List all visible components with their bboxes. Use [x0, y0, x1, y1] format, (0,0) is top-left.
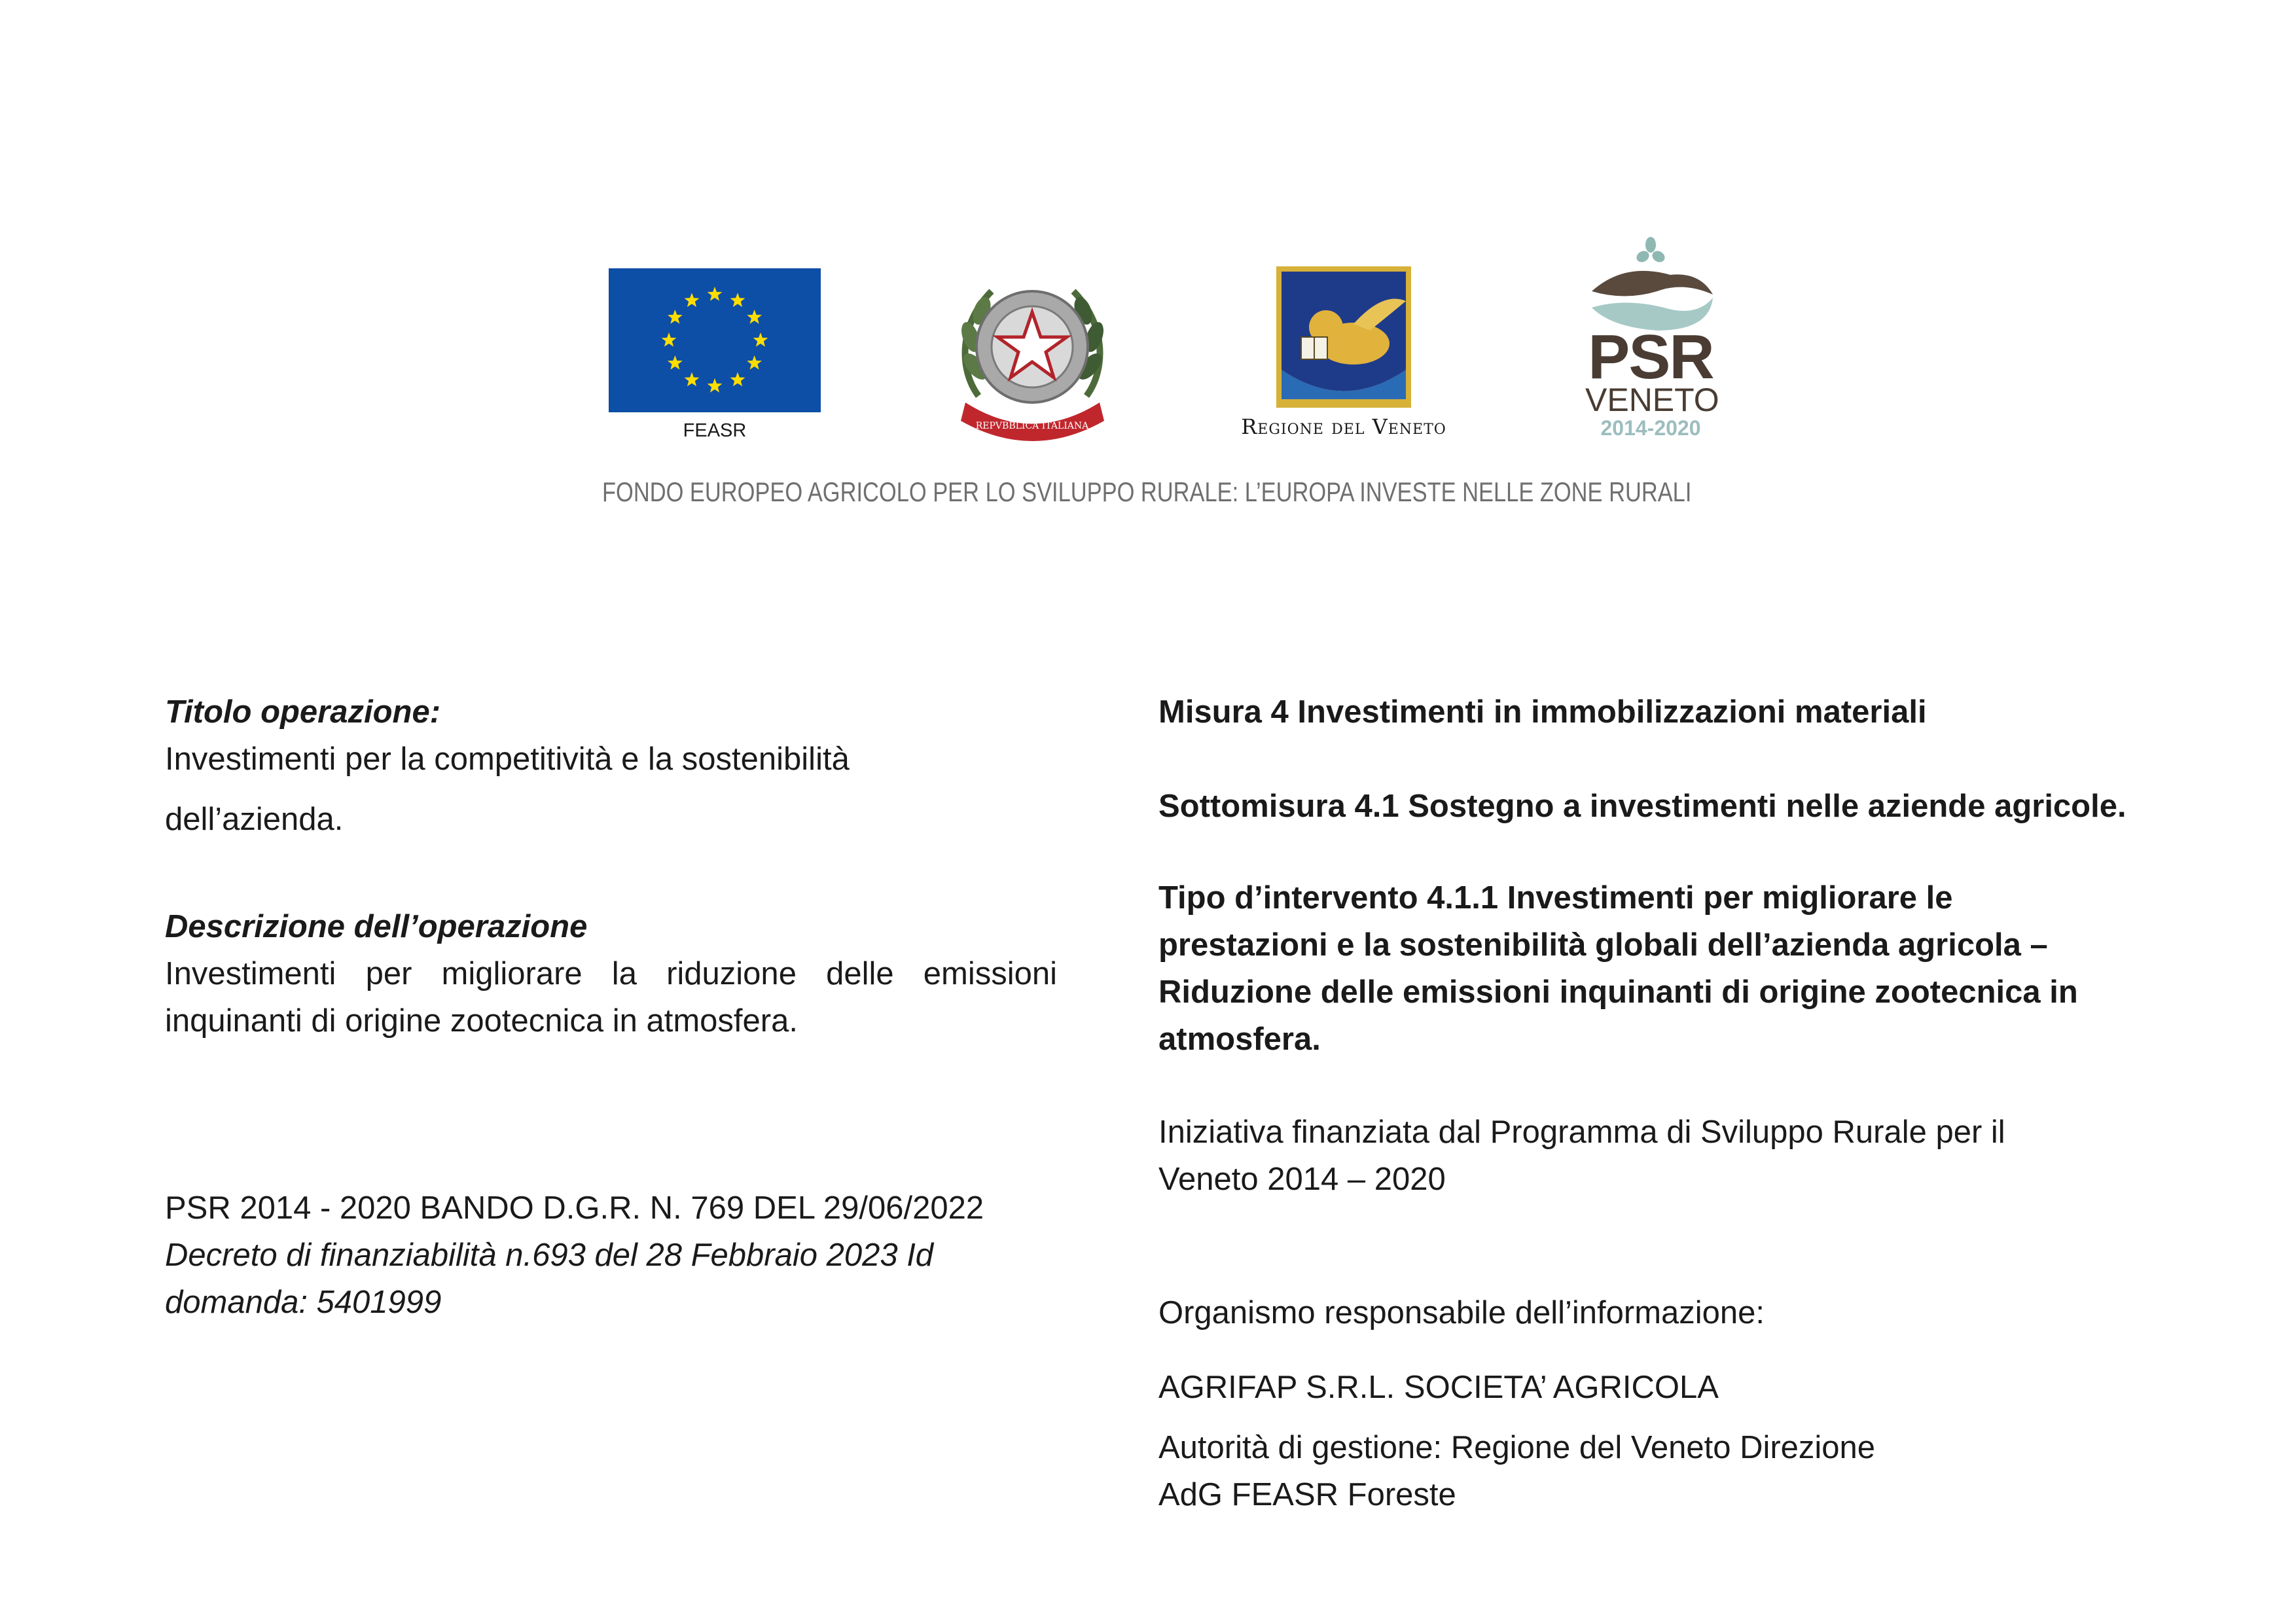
azienda-text: AGRIFAP S.R.L. SOCIETA’ AGRICOLA: [1158, 1370, 1719, 1405]
autorita-line-2: AdG FEASR Foreste: [1158, 1477, 1456, 1512]
fund-banner: FONDO EUROPEO AGRICOLO PER LO SVILUPPO RURALE: L’EUROPA INVESTE NELLE ZONE RURALI: [602, 476, 1692, 507]
veneto-region-logo: [1275, 265, 1412, 409]
iniziativa-line-2: Veneto 2014 – 2020: [1158, 1162, 1446, 1197]
sottomisura-text: Sottomisura 4.1 Sostegno a investimenti nelle aziende agricole.: [1158, 789, 2126, 824]
iniziativa-line-1: Iniziativa finanziata dal Programma di Sviluppo Rurale per il: [1158, 1115, 2005, 1150]
bando-text: PSR 2014 - 2020 BANDO D.G.R. N. 769 DEL 29/06/2022: [165, 1190, 984, 1226]
eu-star-icon: [668, 355, 683, 370]
titolo-heading: Titolo operazione:: [165, 694, 441, 730]
eu-star-icon: [685, 372, 700, 387]
eu-flag-logo: [609, 268, 821, 412]
misura-text: Misura 4 Investimenti in immobilizzazioni materiali: [1158, 694, 1927, 730]
descrizione-line-2: inquinanti di origine zootecnica in atmosfera.: [165, 1003, 798, 1039]
titolo-line-1: Investimenti per la competitività e la sostenibilità: [165, 741, 850, 777]
autorita-line-1: Autorità di gestione: Regione del Veneto Direzione: [1158, 1430, 1876, 1465]
descrizione-heading: Descrizione dell’operazione: [165, 909, 588, 944]
eu-star-icon: [747, 310, 762, 324]
eu-star-icon: [730, 372, 745, 387]
psr-subtitle: VENETO: [1585, 382, 1719, 418]
tipo-line-3: Riduzione delle emissioni inquinanti di origine zootecnica in: [1158, 974, 2078, 1010]
eu-star-icon: [730, 293, 745, 307]
eu-star-icon: [662, 332, 677, 347]
feasr-label: FEASR: [683, 420, 747, 441]
eu-star-icon: [668, 310, 683, 324]
veneto-region-label: Regione del Veneto: [1241, 414, 1446, 439]
eu-star-icon: [753, 332, 768, 347]
eu-star-icon: [685, 293, 700, 307]
decreto-line-2: domanda: 5401999: [165, 1285, 442, 1320]
tipo-line-4: atmosfera.: [1158, 1022, 1321, 1057]
decreto-line-1: Decreto di finanziabilità n.693 del 28 Febbraio 2023 Id: [165, 1238, 934, 1273]
descrizione-line-1: Investimenti per migliorare la riduzione delle emissioni: [165, 956, 1057, 991]
eu-star-icon: [708, 378, 723, 393]
titolo-line-2: dell’azienda.: [165, 802, 344, 837]
tipo-line-1: Tipo d’intervento 4.1.1 Investimenti per migliorare le: [1158, 880, 1953, 916]
eu-star-icon: [747, 355, 762, 370]
sprout-icon: [1634, 237, 1666, 264]
eu-stars-icon: [609, 268, 821, 412]
eu-star-icon: [708, 287, 723, 301]
organismo-text: Organismo responsabile dell’informazione:: [1158, 1295, 1765, 1330]
tipo-line-2: prestazioni e la sostenibilità globali dell’azienda agricola –: [1158, 927, 2048, 963]
ribbon-text: REPVBBLICA ITALIANA: [975, 421, 1089, 431]
italian-republic-emblem: [952, 265, 1113, 442]
psr-years: 2014-2020: [1600, 416, 1701, 440]
psr-title: PSR: [1588, 322, 1713, 392]
